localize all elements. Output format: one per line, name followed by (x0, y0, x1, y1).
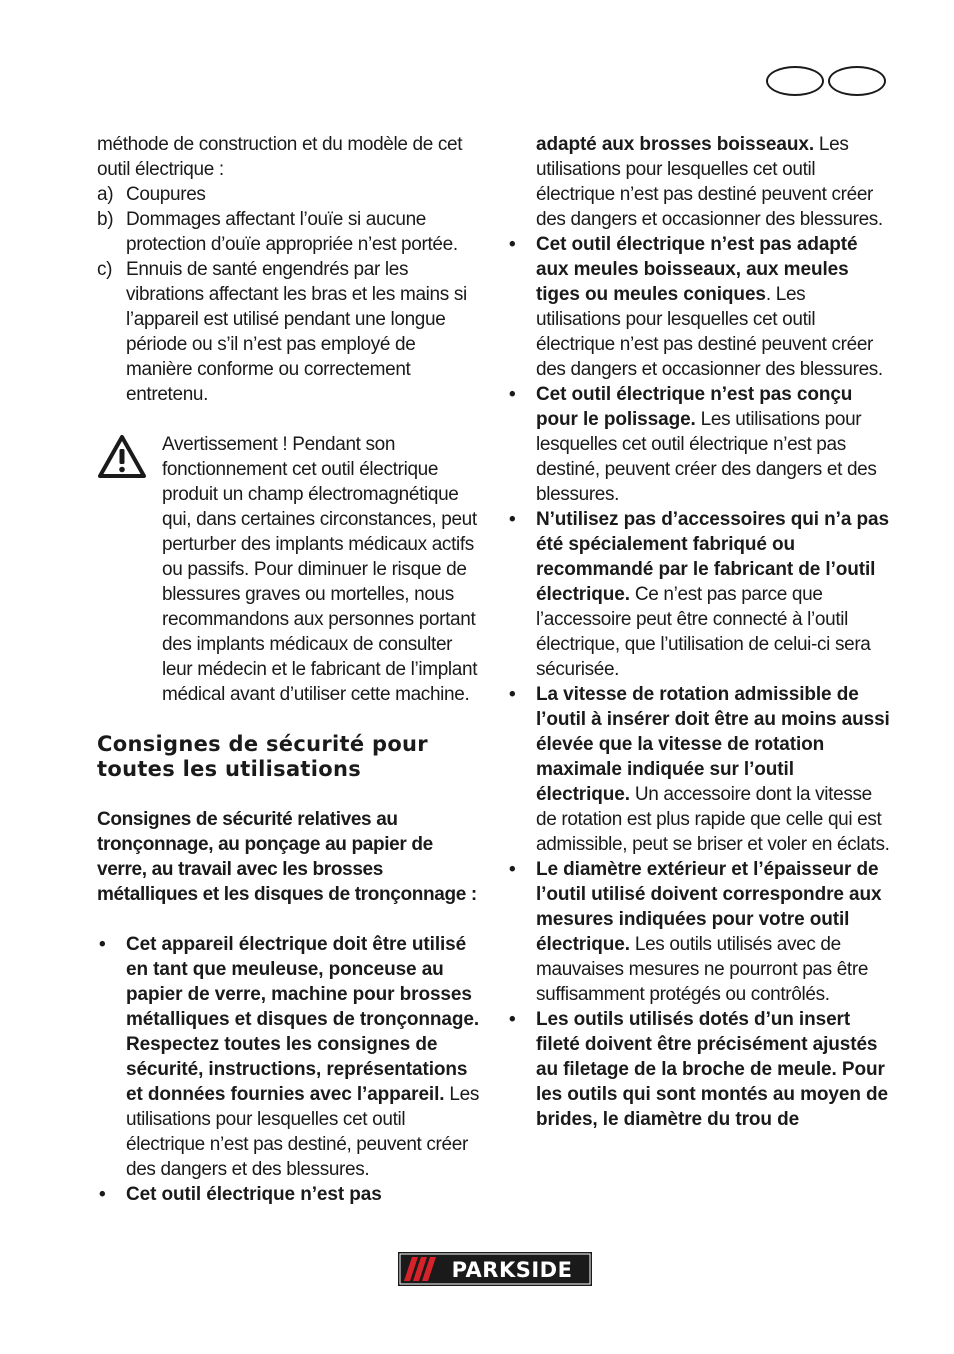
hazard-list (97, 182, 483, 407)
bullet-item (507, 232, 890, 382)
bullet-item (507, 1007, 890, 1132)
bullet-item (507, 857, 890, 1007)
hazard-item (97, 207, 483, 257)
bullet-text: Les utilisations pour lesquelles cet outil électrique n’est pas destiné, peuvent créer des dangers et des blessures. (126, 1084, 479, 1180)
continued-bold: adapté aux brosses boisseaux. (536, 134, 814, 155)
bullet-bold: Cet outil électrique n’est pas conçu pour le polissage. (536, 384, 853, 430)
bullet-text: Un accessoire dont la vitesse de rotation est plus rapide que celle qui est admissible, peut se briser et voler en éclats. (536, 784, 890, 855)
hazard-marker: c) (97, 259, 113, 280)
logo-text: PARKSIDE (451, 1258, 573, 1282)
bullet-text: . Les utilisations pour lesquelles cet outil électrique n’est pas destiné peuvent créer des dangers et occasionner des blessures. (536, 284, 883, 380)
bullet-item (97, 1182, 483, 1207)
bullet-marker: • (509, 1009, 516, 1030)
bullet-item (507, 507, 890, 682)
bullet-marker: • (99, 1184, 106, 1205)
bullet-marker: • (509, 509, 516, 530)
bullet-item (507, 382, 890, 507)
parkside-logo (398, 1252, 592, 1286)
bullet-marker: • (509, 859, 516, 880)
bullet-marker: • (99, 934, 106, 955)
hazard-marker: a) (97, 184, 114, 205)
bullet-bold: La vitesse de rotation admissible de l’outil à insérer doit être au moins aussi élevée que la vitesse de rotation maximale indiquée sur l’outil électrique. (536, 684, 890, 805)
warning-triangle-icon (97, 434, 147, 480)
hazard-text: Dommages affectant l’ouïe si aucune protection d’ouïe appropriée n’est portée. (126, 209, 458, 255)
bullet-bold: N’utilisez pas d’accessoires qui n’a pas été spécialement fabriqué ou recommandé par le fabricant de l’outil électrique. (536, 509, 889, 605)
right-column (507, 132, 890, 1132)
bullet-bold: Cet outil électrique n’est pas (126, 1184, 382, 1205)
bullet-marker: • (509, 234, 516, 255)
bullet-marker: • (509, 384, 516, 405)
hazard-item (97, 182, 483, 207)
intro-text: méthode de construction et du modèle de cet outil électrique : (97, 134, 463, 180)
bullet-item (507, 682, 890, 857)
language-tab-2 (828, 66, 886, 96)
warning-block (97, 432, 483, 707)
language-tab-1 (766, 66, 824, 96)
section-heading: Consignes de sécurité pour toutes les utilisations (97, 732, 428, 781)
hazard-item (97, 257, 483, 407)
bullet-text: Ce n’est pas parce que l’accessoire peut être connecté à l’outil électrique, que l’utilisation de celui-ci sera sécurisée. (536, 584, 871, 680)
hazard-text: Ennuis de santé engendrés par les vibrations affectant les bras et les mains si l’appareil est utilisé pendant une longue période ou s’il n’est pas employé de manière conforme ou correctement entretenu. (126, 259, 467, 405)
bullet-bold: Le diamètre extérieur et l’épaisseur de l’outil utilisé doivent correspondre aux mesures indiquées pour votre outil électrique. (536, 859, 882, 955)
bullet-text: Les outils utilisés avec de mauvaises mesures ne pourront pas être suffisamment protégés ou contrôlés. (536, 934, 869, 1005)
continued-paragraph (507, 132, 890, 232)
bullet-bold: Les outils utilisés dotés d’un insert fileté doivent être précisément ajustés au filetage de la broche de meule. Pour les outils qui sont montés au moyen de brides, le diamètre du trou de (536, 1009, 888, 1130)
left-bullet-list (97, 932, 483, 1207)
hazard-marker: b) (97, 209, 114, 230)
warning-text: Avertissement ! Pendant son fonctionnement cet outil électrique produit un champ électromagnétique qui, dans certaines circonstances, peut perturber des implants médicaux actifs ou passifs. Pour diminuer le risque de blessures graves ou mortelles, nous recommandons aux personnes portant des implants médicaux de consulter leur médecin et le fabricant de l’implant médical avant d’utiliser cette machine. (162, 434, 478, 705)
language-tabs (766, 66, 890, 99)
left-column (97, 132, 483, 1207)
bullet-item (97, 932, 483, 1182)
bullet-text: Les utilisations pour lesquelles cet outil électrique n’est pas destiné, peuvent créer des dangers et des blessures. (536, 409, 877, 505)
continued-text: Les utilisations pour lesquelles cet outil électrique n’est pas destiné peuvent créer des dangers et occasionner des blessures. (536, 134, 883, 230)
sub-heading: Consignes de sécurité relatives au tronçonnage, au ponçage au papier de verre, au travail avec les brosses métalliques et les disques de tronçonnage : (97, 809, 477, 905)
hazard-text: Coupures (126, 184, 206, 205)
bullet-marker: • (509, 684, 516, 705)
bullet-bold: Cet outil électrique n’est pas adapté aux meules boisseaux, aux meules tiges ou meules coniques (536, 234, 858, 305)
bullet-bold: Cet appareil électrique doit être utilisé en tant que meuleuse, ponceuse au papier de verre, machine pour brosses métalliques et disques de tronçonnage. Respectez toutes les consignes de sécurité, instructions, représentations et données fournies avec l’appareil. (126, 934, 480, 1105)
